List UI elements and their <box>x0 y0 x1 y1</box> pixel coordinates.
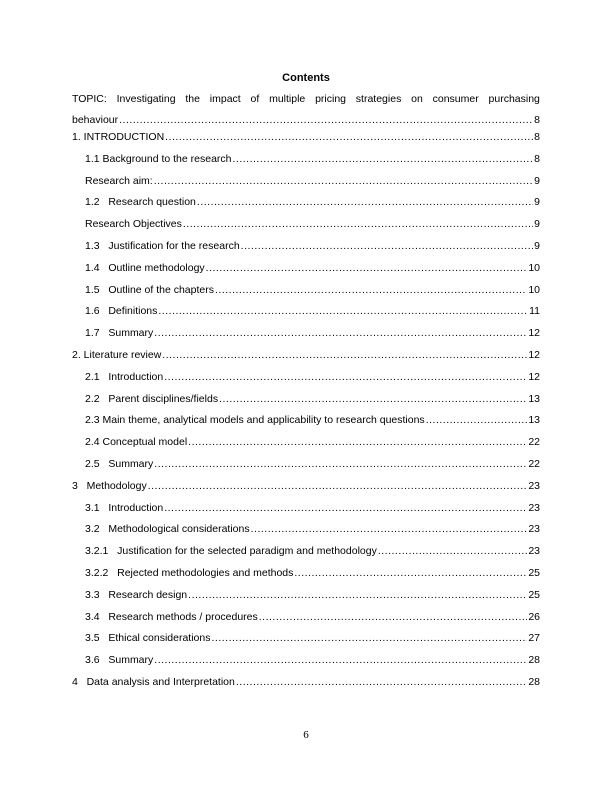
toc-entry[interactable] <box>72 327 540 349</box>
dot-leader <box>119 110 533 131</box>
dot-leader <box>154 458 527 470</box>
dot-leader <box>215 284 527 296</box>
dot-leader <box>188 436 527 448</box>
toc-entry-title: 1.2 Research question <box>85 196 196 209</box>
toc-page-number: 10 <box>528 283 540 296</box>
dot-leader <box>164 371 527 383</box>
toc-page-number: 8 <box>534 152 540 165</box>
topic-word: pricing <box>315 93 346 105</box>
toc-entry-title: 2.5 Summary <box>85 457 154 470</box>
toc-entry[interactable] <box>72 393 540 415</box>
toc-page-number: 12 <box>528 327 540 340</box>
dot-leader <box>164 502 527 514</box>
dot-leader <box>158 305 528 317</box>
dot-leader <box>378 545 527 557</box>
toc-entry[interactable] <box>72 240 540 262</box>
toc-entry[interactable] <box>72 218 540 240</box>
toc-page-number: 9 <box>534 239 540 252</box>
toc-entry-title: 4 Data analysis and Interpretation <box>72 675 235 688</box>
dot-leader <box>212 632 528 644</box>
dot-leader <box>233 153 534 165</box>
dot-leader <box>154 327 527 339</box>
toc-page-number: 23 <box>528 523 540 536</box>
toc-page-number: 25 <box>528 588 540 601</box>
dot-leader <box>219 393 527 405</box>
toc-entry[interactable] <box>72 523 540 545</box>
toc-entry-title: 2.1 Introduction <box>85 370 164 383</box>
toc-page-number: 13 <box>528 414 540 427</box>
topic-word: on <box>411 93 423 105</box>
toc-topic-entry[interactable] <box>72 89 540 131</box>
dot-leader <box>259 611 528 623</box>
toc-page-number: 22 <box>528 457 540 470</box>
toc-entry-title: Research aim: <box>85 174 153 187</box>
toc-page-number: 23 <box>528 501 540 514</box>
toc-page-number: 28 <box>528 654 540 667</box>
topic-word: the <box>185 93 200 105</box>
toc-entry[interactable] <box>72 458 540 480</box>
page-number-footer: 6 <box>303 729 309 741</box>
toc-entry-title: 2.3 Main theme, analytical models and applicability to research questions <box>85 414 425 427</box>
toc-entry[interactable] <box>72 654 540 676</box>
toc-page-number: 11 <box>529 305 540 318</box>
toc-entry-title: 3.2.2 Rejected methodologies and methods <box>85 566 294 579</box>
topic-line-2-text: behaviour <box>72 114 119 126</box>
topic-word: strategies <box>355 93 402 105</box>
topic-word: of <box>250 93 260 105</box>
dot-leader <box>426 414 528 426</box>
toc-entry-title: 1. INTRODUCTION <box>72 131 165 143</box>
toc-page-number: 27 <box>528 632 540 645</box>
toc-entry-title: 2. Literature review <box>72 348 162 361</box>
toc-entry-title: 1.7 Summary <box>85 327 154 340</box>
toc-entry-title: 1.3 Justification for the research <box>85 239 240 252</box>
topic-word: impact <box>209 93 241 105</box>
toc-entry-title: 3.5 Ethical considerations <box>85 632 211 645</box>
toc-page-number: 8 <box>534 131 540 143</box>
topic-line-2 <box>72 110 540 131</box>
dot-leader <box>183 218 533 230</box>
toc-entry[interactable] <box>72 502 540 524</box>
toc-page-number: 8 <box>534 114 540 126</box>
dot-leader <box>251 523 528 535</box>
dot-leader <box>206 262 528 274</box>
dot-leader <box>148 480 528 492</box>
toc-page-number: 22 <box>528 436 540 449</box>
toc-entry[interactable] <box>72 175 540 197</box>
toc-entry-title: 3.1 Introduction <box>85 501 164 514</box>
toc-entry[interactable] <box>72 545 540 567</box>
toc-entry-title: 3.6 Summary <box>85 654 154 667</box>
dot-leader <box>188 589 527 601</box>
toc-page-number: 9 <box>534 196 540 209</box>
toc-entry[interactable] <box>72 305 540 327</box>
toc-page-number: 9 <box>534 218 540 231</box>
toc-entry-title: 3.4 Research methods / procedures <box>85 610 258 623</box>
toc-entry[interactable] <box>72 284 540 306</box>
toc-entry[interactable] <box>72 676 540 698</box>
dot-leader <box>294 567 527 579</box>
toc-page-number: 12 <box>528 348 540 361</box>
page-title: Contents <box>282 72 330 84</box>
toc-entry-title: 2.2 Parent disciplines/fields <box>85 392 219 405</box>
toc-page-number: 13 <box>528 392 540 405</box>
toc-entry-title: 2.4 Conceptual model <box>85 436 188 449</box>
toc-page-number: 12 <box>528 370 540 383</box>
toc-entry[interactable] <box>72 589 540 611</box>
toc-entry[interactable] <box>72 262 540 284</box>
toc-page-number: 23 <box>528 545 540 558</box>
toc-entry-title: 1.5 Outline of the chapters <box>85 283 214 296</box>
dot-leader <box>241 240 533 252</box>
toc-entry-title: 3.2.1 Justification for the selected paradigm and methodology <box>85 545 377 558</box>
topic-word: TOPIC: <box>72 93 107 105</box>
toc-page-number: 25 <box>528 566 540 579</box>
toc-page-number: 9 <box>534 174 540 187</box>
dot-leader <box>197 196 533 208</box>
dot-leader <box>162 349 527 361</box>
toc-entry[interactable] <box>72 371 540 393</box>
dot-leader <box>165 131 533 143</box>
toc-entry[interactable] <box>72 349 540 371</box>
table-of-contents <box>72 131 540 698</box>
toc-entry[interactable] <box>72 632 540 654</box>
toc-entry-title: 3 Methodology <box>72 479 147 492</box>
toc-page-number: 10 <box>528 261 540 274</box>
toc-page-number: 26 <box>528 610 540 623</box>
toc-entry[interactable] <box>72 480 540 502</box>
toc-entry-title: 1.4 Outline methodology <box>85 261 205 274</box>
toc-entry[interactable] <box>72 196 540 218</box>
toc-entry-title: 1.1 Background to the research <box>85 152 232 165</box>
toc-entry[interactable] <box>72 131 540 153</box>
topic-word: Investigating <box>116 93 176 105</box>
dot-leader <box>154 654 527 666</box>
toc-entry-title: Research Objectives <box>85 218 182 231</box>
topic-word: purchasing <box>488 93 540 105</box>
toc-entry[interactable] <box>72 153 540 175</box>
toc-entry-title: 3.3 Research design <box>85 588 188 601</box>
topic-word: multiple <box>269 93 306 105</box>
toc-entry-title: 1.6 Definitions <box>85 305 158 318</box>
dot-leader <box>154 175 533 187</box>
topic-word: consumer <box>432 93 479 105</box>
dot-leader <box>236 676 527 688</box>
topic-line-1 <box>72 89 540 110</box>
toc-entry[interactable] <box>72 436 540 458</box>
toc-entry[interactable] <box>72 567 540 589</box>
toc-entry[interactable] <box>72 611 540 633</box>
toc-entry[interactable] <box>72 414 540 436</box>
toc-page-number: 23 <box>528 479 540 492</box>
toc-page-number: 28 <box>528 675 540 688</box>
toc-entry-title: 3.2 Methodological considerations <box>85 523 250 536</box>
